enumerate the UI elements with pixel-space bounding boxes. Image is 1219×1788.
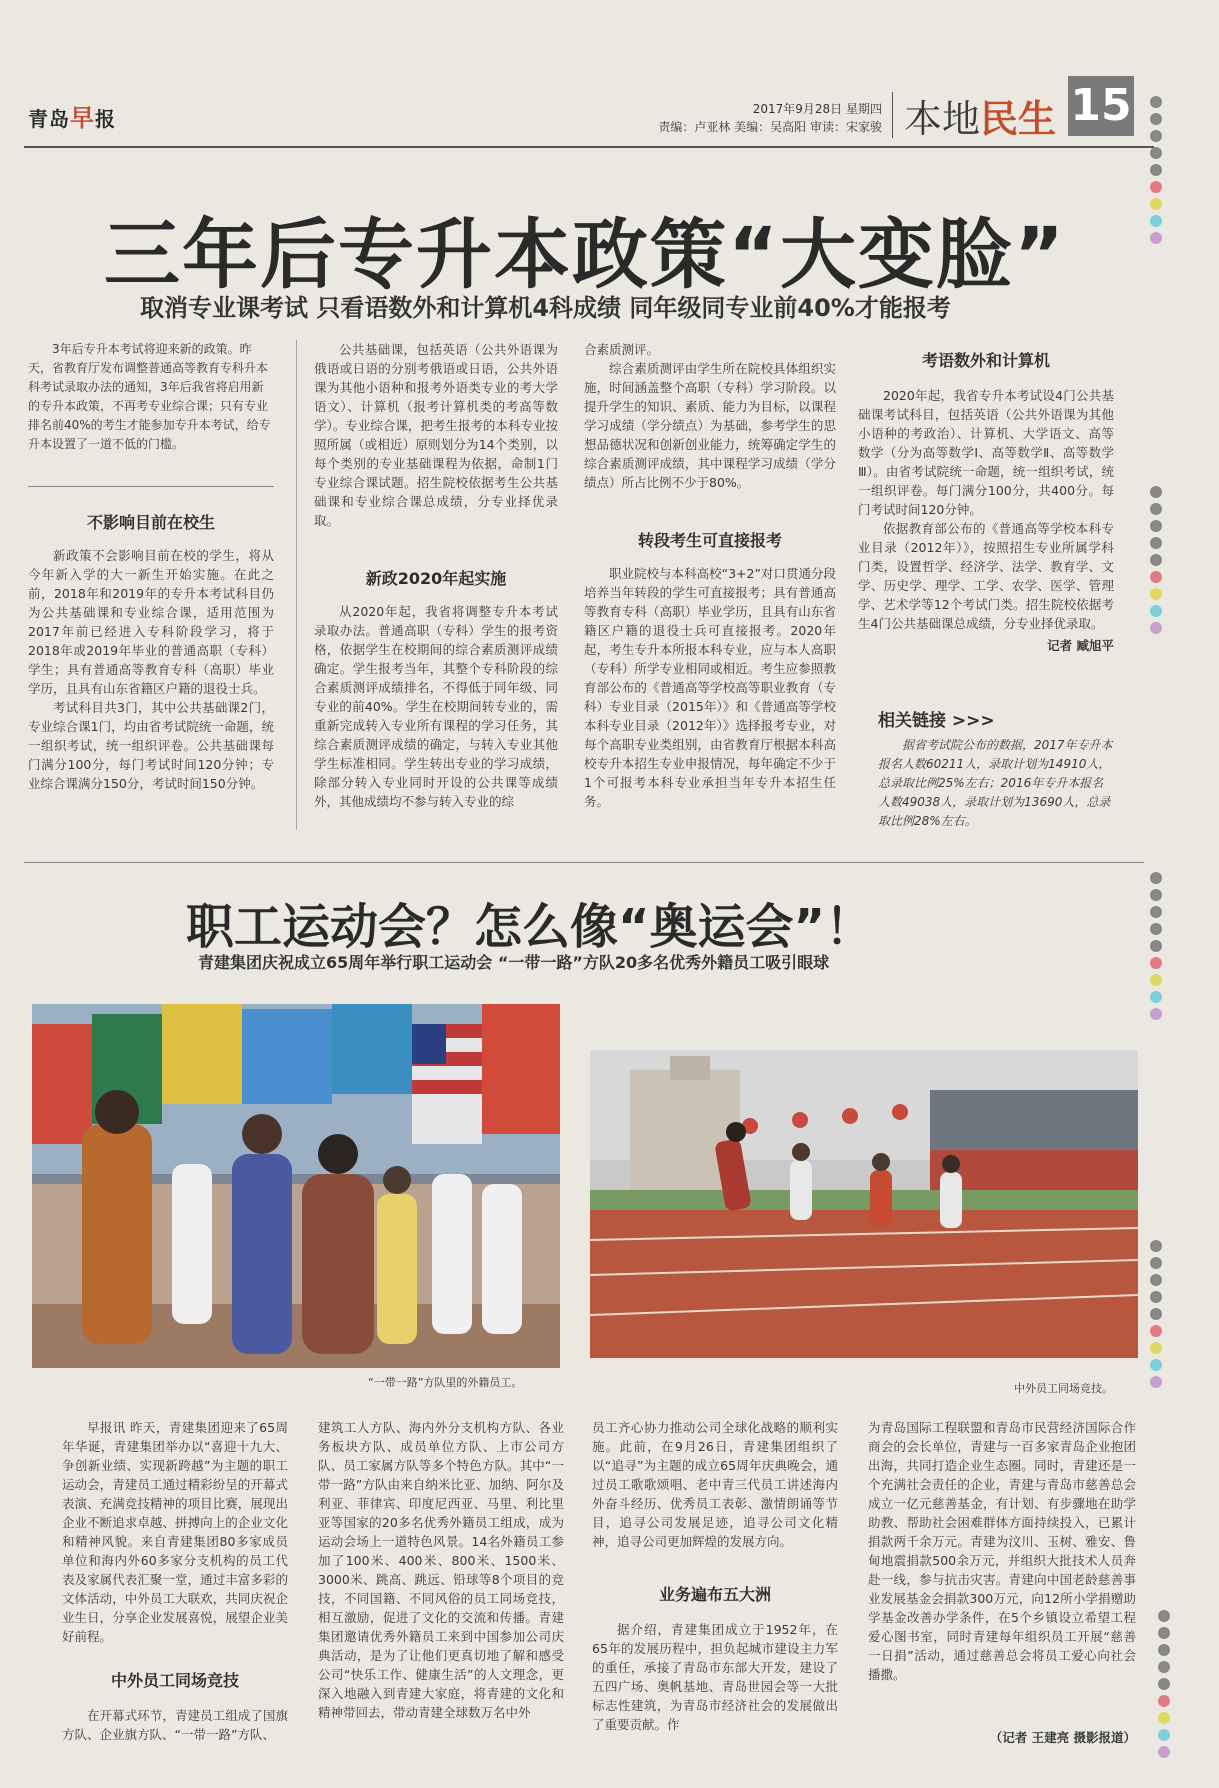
article1-subheadline: 取消专业课考试 只看语数外和计算机4科成绩 同年级同专业前40%才能报考 bbox=[140, 294, 951, 322]
photo-foreign-staff-illustration bbox=[32, 1004, 560, 1368]
related-link-box bbox=[878, 736, 1114, 831]
newspaper-logo bbox=[28, 98, 116, 133]
editor-credits: 责编：卢亚林 美编：吴高阳 审读：宋家骏 bbox=[658, 120, 882, 134]
lead-paragraph: 3年后专升本考试将迎来新的政策。昨天，省教育厅发布调整普通高等教育专科升本科考试录取办法的通知，3年后我省将启用新的专升本政策，不再考专业综合课；只有专业排名前40%的考生才能参加专升本考试，给专升本设置了一道不低的门槛。 bbox=[28, 342, 271, 451]
photo-track-race-illustration bbox=[590, 1050, 1138, 1358]
caption-left: “一带一路”方队里的外籍员工。 bbox=[368, 1376, 523, 1389]
article2-col2-paragraph-1: 建筑工人方队、海内外分支机构方队、各业务板块方队、成员单位方队、上市公司方队、员工家属方队等多个特色方队。其中“一带一路”方队由来自纳米比亚、加纳、阿尔及利亚、菲律宾、印度尼西亚、马里、利比里亚等国家的20多名优秀外籍员工组成，成为运动会场上一道特色风景。14名外籍员工参加了100米、400米、800米、1500米、3000米、跳高、跳远、铅球等8个项目的竞技，不同国籍、不同风俗的员工同场竞技，相互激励，促进了文化的交流和传播。青建集团邀请优秀外籍员工来到中国参加公司庆典活动，是为了让他们更真切地了解和感受公司“快乐工作、健康生活”的人文理念，更深入地融入到青建大家庭，将青建的文化和精神带回去，带动青建全球数万名中外 bbox=[318, 1420, 564, 1720]
sec1-paragraph-1: 新政策不会影响目前在校的学生，将从今年新入学的大一新生开始实施。在此之前，2018年和2019年的专升本考试科目仍为公共基础课和专业综合课，适用范围为2017年前已经进入专科阶段学习，将于2018年或2019年毕业的普通高职（专科）学生；具有普通高等教育专科（高职）毕业学历，且具有山东省籍区户籍的退役士兵。 bbox=[28, 548, 274, 696]
issue-date: 2017年9月28日 星期四 bbox=[752, 102, 882, 116]
masthead-divider bbox=[892, 92, 893, 138]
col2-paragraph-1: 公共基础课，包括英语（公共外语课为俄语或日语的分别考俄语或日语，公共外语课为其他小语种和报考外语类专业的考大学语文）、计算机（报考计算机类的考高等数学）。专业综合课，把考生报考的本科专业按照所属（或相近）原则划分为14个类别，以每个类别的专业基础课程为依据，命制1门专业综合课试题。招生院校依据考生公共基础课和专业综合课总成绩，分专业择优录取。 bbox=[314, 342, 558, 528]
article2-col3-paragraph-2: 据介绍，青建集团成立于1952年，在65年的发展历程中，担负起城市建设主力军的重任，承接了青岛市东部大开发，建设了五四广场、奥帆基地、青岛世园会等一大批标志性建筑，为青岛市经济社会的发展做出了重要贡献。作 bbox=[592, 1622, 838, 1732]
sec1-paragraph-2: 考试科目共3门，其中公共基础课2门，专业综合课1门，均由省考试院统一命题，统一组织考试，统一组织评卷。公共基础课每门满分100分，每门考试时间120分钟；专业综合课满分150分，考试时间150分钟。 bbox=[28, 700, 274, 791]
article2-col3-top bbox=[592, 1418, 838, 1551]
article2-col2 bbox=[318, 1418, 564, 1722]
masthead-rule bbox=[24, 146, 1154, 148]
article2-col4 bbox=[868, 1418, 1136, 1684]
registration-dots-lower bbox=[1150, 872, 1162, 1025]
sec3-paragraph-1: 职业院校与本科高校“3+2”对口贯通分段培养当年转段的学生可直接报考；具有普通高等教育专科（高职）毕业学历，且具有山东省籍区户籍的退役士兵可直接报考。2020年起，考生专升本所报本科专业，应与本人高职（专科）所学专业相同或相近。考生应参照教育部公布的《普通高等学校高等职业教育（专科）专业目录（2015年）》和《普通高等学校本科专业目录（2012年）》选择报考专业，对每个高职专业类组别，由省教育厅根据本科高校专升本招生专业申报情况，每年确定不少于1个可报考本科专业承担当年专升本招生任务。 bbox=[584, 566, 836, 809]
sec4-paragraph-1: 2020年起，我省专升本考试设4门公共基础课考试科目，包括英语（公共外语课为其他小语种的考政治）、计算机、大学语文、高等数学（分为高等数学Ⅰ、高等数学Ⅱ、高等数学Ⅲ）。由省考试院统一命题，统一组织考试，统一组织评卷。每门满分100分，共400分。每门考试时间120分钟。 bbox=[858, 388, 1114, 517]
article2-sec1-heading: 中外员工同场竞技 bbox=[110, 1671, 239, 1690]
article2-col1-paragraph-2: 在开幕式环节，青建员工组成了国旗方队、企业旗方队、“一带一路”方队、 bbox=[62, 1708, 288, 1742]
sec4-paragraph-2: 依据教育部公布的《普通高等学校本科专业目录（2012年）》，按照招生专业所属学科门类，设置哲学、经济学、法学、教育学、文学、历史学、理学、工学、农学、医学、管理学、艺术学等12个考试门类。招生院校依据考生4门公共基础课总成绩，分专业择优录取。 bbox=[858, 521, 1114, 631]
photo-track-race bbox=[590, 1050, 1138, 1358]
sec1-heading: 不影响目前在校生 bbox=[86, 513, 215, 532]
article2-col3-bottom bbox=[592, 1620, 838, 1734]
logo-left: 青岛 bbox=[28, 107, 70, 131]
registration-dots-mid bbox=[1150, 486, 1162, 639]
article2-col3-paragraph-1: 员工齐心协力推动公司全球化战略的顺利实施。此前，在9月26日，青建集团组织了以“追寻”为主题的成立65周年庆典晚会，通过员工歌歌颂唱、老中青三代员工讲述海内外奋斗经历、优秀员工表彰、激情朗诵等节目，追寻公司发展足迹，追寻公司文化精神，追寻公司更加辉煌的发展方向。 bbox=[592, 1420, 838, 1549]
article1-col1 bbox=[28, 546, 274, 793]
page-number: 15 bbox=[1068, 76, 1134, 136]
column-rule bbox=[296, 340, 297, 830]
article2-subheadline: 青建集团庆祝成立65周年举行职工运动会 “一带一路”方队20多名优秀外籍员工吸引眼球 bbox=[198, 953, 830, 972]
article2-sec2-heading: 业务遍布五大洲 bbox=[658, 1585, 771, 1604]
related-link-text: 据省考试院公布的数据，2017年专升本报名人数60211人，录取计划为14910人，总录取比例25%左右；2016年专升本报名人数49038人，录取计划为13690人，总录取比例28%左右。 bbox=[878, 738, 1113, 828]
lead-divider bbox=[28, 486, 274, 487]
article1-byline: 记者 臧旭平 bbox=[1047, 638, 1114, 653]
article1-col2-bottom bbox=[314, 602, 558, 811]
article2-col1-top bbox=[62, 1418, 288, 1646]
section-plain: 本地 bbox=[904, 97, 981, 141]
article1-col4 bbox=[858, 386, 1114, 633]
article1-col2-top bbox=[314, 340, 558, 530]
sec2-paragraph-1: 从2020年起，我省将调整专升本考试录取办法。普通高职（专科）学生的报考资格，依据学生在校期间的综合素质测评成绩确定。学生报考当年，其整个专科阶段的综合素质测评成绩排名，不得低于同年级、同专业的前40%。学生在校期间转专业的，需重新完成转入专业所有课程的学习任务，其综合素质测评成绩的确定，与转入专业其他学生标准相同。学生转出专业的学习成绩，除部分转入专业同时开设的公共课等成绩外，其他成绩均不参与转入专业的综 bbox=[314, 604, 558, 809]
registration-dots-bottom bbox=[1150, 1240, 1162, 1393]
sec4-heading: 考语数外和计算机 bbox=[921, 351, 1050, 370]
col3-paragraph-0: 合素质测评。 bbox=[584, 342, 660, 357]
article2-col1-paragraph-1: 早报讯 昨天，青建集团迎来了65周年华诞，青建集团举办以“喜迎十九大、争创新业绩、实现新跨越”为主题的职工运动会，青建员工通过精彩纷呈的开幕式表演、充满竞技精神的项目比赛，展现出企业不断追求卓越、拼搏向上的企业文化和精神风貌。来自青建集团80多家成员单位和海内外60多家分支机构的员工代表及家属代表汇聚一堂，通过丰富多彩的文体活动，中外员工大联欢，共同庆祝企业生日，分享企业发展喜悦，展望企业美好前程。 bbox=[62, 1420, 288, 1644]
col3-paragraph-1: 综合素质测评由学生所在院校具体组织实施，时间涵盖整个高职（专科）学习阶段。以提升学生的知识、素质、能力为目标，以课程学习成绩（学分绩点）为基础，参考学生的思想品德状况和创新创业能力，统筹确定学生的综合素质测评成绩，其中课程学习成绩（学分绩点）所占比例不少于80%。 bbox=[584, 361, 836, 490]
article2-col1-bottom bbox=[62, 1706, 288, 1744]
article2-headline: 职工运动会？怎么像“奥运会”！ bbox=[186, 899, 874, 955]
article1-lead bbox=[28, 340, 274, 454]
masthead-meta bbox=[612, 100, 882, 136]
logo-right: 报 bbox=[95, 107, 116, 131]
logo-zao: 早 bbox=[70, 104, 95, 132]
sec2-heading: 新政2020年起实施 bbox=[365, 569, 507, 588]
related-link-title: 相关链接 >>> bbox=[878, 711, 995, 731]
article1-col3-bottom bbox=[584, 564, 836, 811]
article1-headline: 三年后专升本政策“大变脸” bbox=[104, 210, 1066, 299]
article-divider bbox=[24, 862, 1144, 863]
registration-dots-top bbox=[1150, 96, 1162, 249]
sec3-heading: 转段考生可直接报考 bbox=[637, 531, 782, 550]
article1-col3-top bbox=[584, 340, 836, 492]
registration-dots-corner bbox=[1158, 1610, 1170, 1763]
article2-col4-paragraph-1: 为青岛国际工程联盟和青岛市民营经济国际合作商会的会长单位，青建与一百多家青岛企业抱团出海，共同打造企业生态圈。同时，青建还是一个充满社会责任的企业，青建与青岛市慈善总会成立一亿元慈善基金，有计划、有步骤地在助学助教、帮助社会困难群体方面持续投入，已累计捐款两千余万元。青建为汶川、玉树、雅安、鲁甸地震捐款500余万元，并组织大批技术人员奔赴一线，参与抗击灾害。青建向中国老龄慈善事业发展基金会捐款300万元，向12所小学捐赠助学基金改善办学条件，在5个乡镇设立希望工程爱心图书室，同时青建每年组织员工开展“慈善一日捐”活动，通过慈善总会将员工爱心向社会播撒。 bbox=[868, 1420, 1136, 1682]
caption-right: 中外员工同场竞技。 bbox=[1014, 1382, 1113, 1395]
article2-byline: （记者 王建亮 摄影报道） bbox=[989, 1730, 1136, 1745]
photo-foreign-staff bbox=[32, 1004, 560, 1368]
section-name bbox=[904, 88, 1056, 143]
section-highlight: 民生 bbox=[980, 97, 1057, 141]
